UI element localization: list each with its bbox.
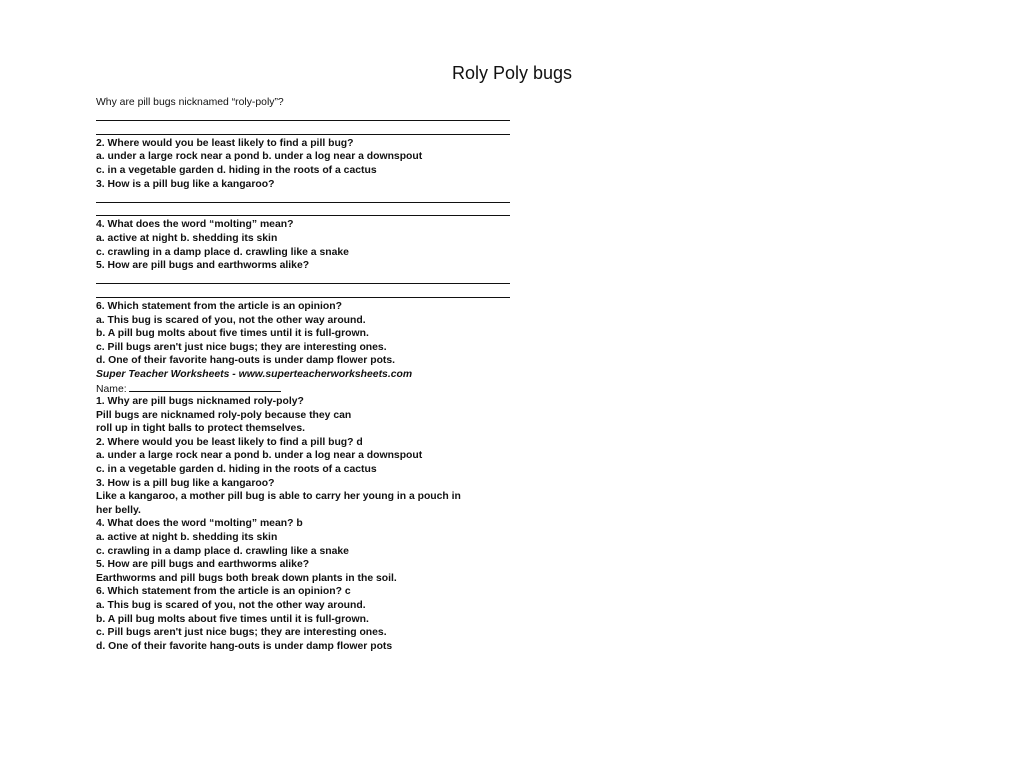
text-line: a. This bug is scared of you, not the other way around. xyxy=(96,599,366,611)
text-line: 4. What does the word “molting” mean? xyxy=(96,219,294,231)
answer-blank-line xyxy=(96,191,510,205)
answer-blank-line xyxy=(96,273,510,287)
text-line: b. A pill bug molts about five times until it is full-grown. xyxy=(96,613,369,625)
text-line: a. active at night b. shedding its skin xyxy=(96,232,278,244)
text-line: 6. Which statement from the article is an opinion? xyxy=(96,300,342,312)
text-line: c. in a vegetable garden d. hiding in the roots of a cactus xyxy=(96,464,377,476)
text-line: c. in a vegetable garden d. hiding in the roots of a cactus xyxy=(96,164,377,176)
answer-blank-line xyxy=(96,110,510,124)
text-line: 3. How is a pill bug like a kangaroo? xyxy=(96,178,275,190)
text-line: c. Pill bugs aren't just nice bugs; they are interesting ones. xyxy=(96,627,387,639)
text-line: 3. How is a pill bug like a kangaroo? xyxy=(96,477,275,489)
text-line: a. This bug is scared of you, not the other way around. xyxy=(96,314,366,326)
text-line: 2. Where would you be least likely to find a pill bug? xyxy=(96,137,354,149)
answer-blank-line xyxy=(96,286,510,300)
name-label: Name: xyxy=(96,384,127,396)
text-line: a. active at night b. shedding its skin xyxy=(96,532,278,543)
text-line: roll up in tight balls to protect themselves. xyxy=(96,423,305,435)
text-line: b. A pill bug molts about five times until it is full-grown. xyxy=(96,328,369,340)
answer-key-section xyxy=(96,395,516,653)
text-line: 5. How are pill bugs and earthworms alike? xyxy=(96,260,310,272)
text-line: c. crawling in a damp place d. crawling like a snake xyxy=(96,246,349,258)
text-line: 5. How are pill bugs and earthworms alike? xyxy=(96,559,310,571)
text-line: 2. Where would you be least likely to find a pill bug? d xyxy=(96,436,363,448)
answer-blank-line xyxy=(96,123,510,137)
page-title: Roly Poly bugs xyxy=(451,63,573,83)
text-line: d. One of their favorite hang-outs is under damp flower pots xyxy=(96,640,393,652)
text-line: 4. What does the word “molting” mean? b xyxy=(96,518,303,530)
text-line: Earthworms and pill bugs both break down plants in the soil. xyxy=(96,572,397,584)
text-line: Why are pill bugs nicknamed “roly-poly”? xyxy=(96,97,284,108)
text-line: Pill bugs are nicknamed roly-poly because they can xyxy=(96,409,352,421)
worksheet-section xyxy=(96,96,516,381)
text-line: a. under a large rock near a pond b. under a log near a downspout xyxy=(96,450,423,462)
text-line: c. crawling in a damp place d. crawling like a snake xyxy=(96,545,349,557)
document-body xyxy=(96,96,516,653)
name-blank-line xyxy=(129,381,281,392)
text-line: a. under a large rock near a pond b. under a log near a downspout xyxy=(96,151,423,163)
text-line: d. One of their favorite hang-outs is under damp flower pots. xyxy=(96,355,396,367)
name-line xyxy=(96,381,516,395)
text-line: her belly. xyxy=(96,504,141,516)
text-line: Super Teacher Worksheets - www.superteacherworksheets.com xyxy=(96,368,413,380)
text-line: Like a kangaroo, a mother pill bug is able to carry her young in a pouch in xyxy=(96,491,461,503)
answer-blank-line xyxy=(96,205,510,219)
text-line: 1. Why are pill bugs nicknamed roly-poly? xyxy=(96,396,304,408)
text-line: 6. Which statement from the article is an opinion? c xyxy=(96,586,351,598)
text-line: c. Pill bugs aren't just nice bugs; they are interesting ones. xyxy=(96,341,387,353)
